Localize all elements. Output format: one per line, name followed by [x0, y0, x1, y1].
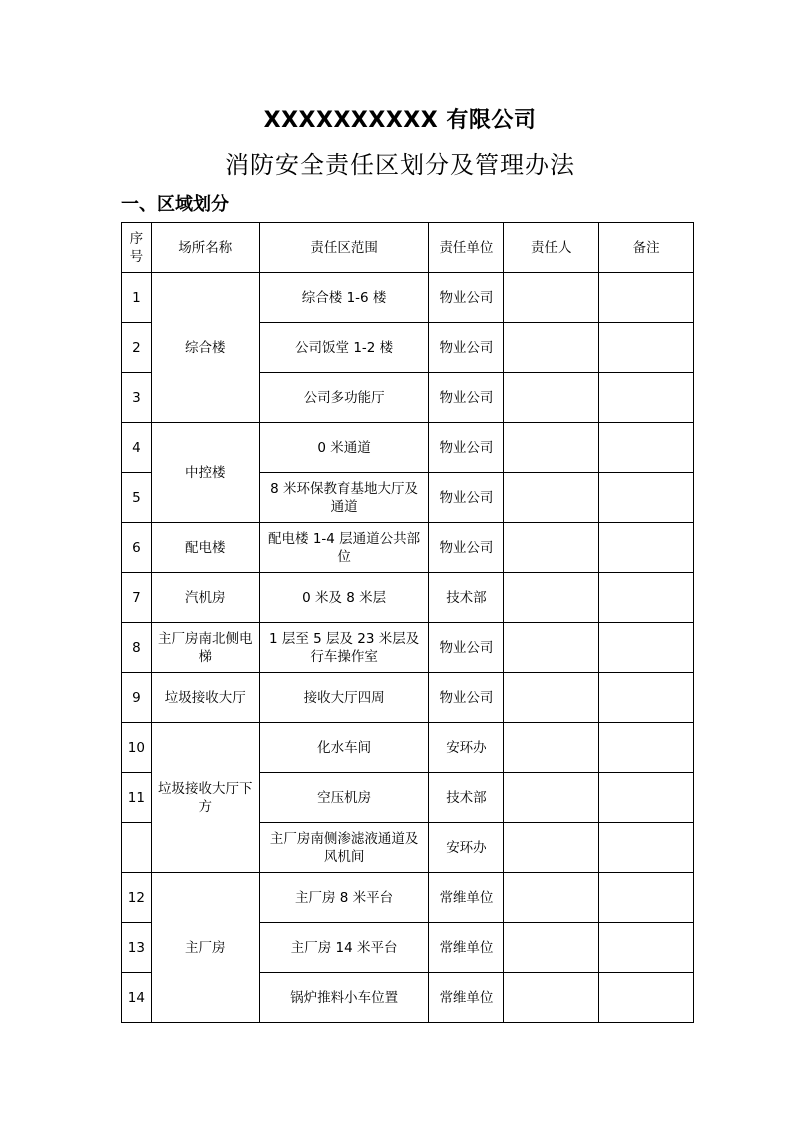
cell-person[interactable]	[504, 623, 599, 673]
table-row	[122, 273, 694, 323]
cell-person[interactable]	[504, 973, 599, 1023]
cell-unit: 物业公司	[429, 623, 504, 673]
cell-place: 垃圾接收大厅下方	[151, 723, 259, 873]
cell-person[interactable]	[504, 773, 599, 823]
cell-note[interactable]	[599, 873, 694, 923]
cell-seq: 3	[122, 373, 152, 423]
table-row	[122, 673, 694, 723]
cell-unit: 常维单位	[429, 873, 504, 923]
table-header-row	[122, 223, 694, 273]
cell-scope: 主厂房南侧渗滤液通道及风机间	[259, 823, 429, 873]
table-row	[122, 523, 694, 573]
cell-unit: 安环办	[429, 723, 504, 773]
header-scope: 责任区范围	[259, 223, 429, 273]
responsibility-table	[121, 222, 694, 1023]
cell-seq: 9	[122, 673, 152, 723]
cell-seq: 12	[122, 873, 152, 923]
company-title: XXXXXXXXXX 有限公司	[263, 108, 537, 133]
cell-seq: 10	[122, 723, 152, 773]
cell-scope: 0 米及 8 米层	[259, 573, 429, 623]
header-person: 责任人	[504, 223, 599, 273]
cell-person[interactable]	[504, 873, 599, 923]
table-row	[122, 573, 694, 623]
cell-note[interactable]	[599, 673, 694, 723]
header-note: 备注	[599, 223, 694, 273]
cell-scope: 主厂房 8 米平台	[259, 873, 429, 923]
cell-place: 中控楼	[151, 423, 259, 523]
section-heading: 一、区域划分	[121, 194, 229, 215]
cell-note[interactable]	[599, 573, 694, 623]
cell-unit: 物业公司	[429, 473, 504, 523]
table-row	[122, 623, 694, 673]
cell-seq: 8	[122, 623, 152, 673]
cell-person[interactable]	[504, 523, 599, 573]
table-row	[122, 723, 694, 773]
cell-unit: 技术部	[429, 573, 504, 623]
cell-seq: 14	[122, 973, 152, 1023]
cell-scope: 公司饭堂 1-2 楼	[259, 323, 429, 373]
cell-scope: 1 层至 5 层及 23 米层及行车操作室	[259, 623, 429, 673]
cell-person[interactable]	[504, 323, 599, 373]
cell-scope: 主厂房 14 米平台	[259, 923, 429, 973]
cell-place: 汽机房	[151, 573, 259, 623]
cell-scope: 8 米环保教育基地大厅及通道	[259, 473, 429, 523]
cell-note[interactable]	[599, 273, 694, 323]
document-title: 消防安全责任区划分及管理办法	[225, 151, 575, 179]
cell-person[interactable]	[504, 423, 599, 473]
cell-scope: 化水车间	[259, 723, 429, 773]
cell-seq: 5	[122, 473, 152, 523]
cell-unit: 物业公司	[429, 273, 504, 323]
cell-person[interactable]	[504, 923, 599, 973]
cell-scope: 锅炉推料小车位置	[259, 973, 429, 1023]
cell-scope: 空压机房	[259, 773, 429, 823]
cell-note[interactable]	[599, 623, 694, 673]
cell-place: 配电楼	[151, 523, 259, 573]
cell-place: 主厂房	[151, 873, 259, 1023]
cell-unit: 常维单位	[429, 973, 504, 1023]
cell-note[interactable]	[599, 923, 694, 973]
cell-unit: 物业公司	[429, 673, 504, 723]
header-place: 场所名称	[151, 223, 259, 273]
cell-unit: 物业公司	[429, 523, 504, 573]
cell-seq: 6	[122, 523, 152, 573]
header-unit: 责任单位	[429, 223, 504, 273]
cell-place: 主厂房南北侧电梯	[151, 623, 259, 673]
cell-seq	[122, 823, 152, 873]
cell-unit: 常维单位	[429, 923, 504, 973]
cell-unit: 安环办	[429, 823, 504, 873]
table-row	[122, 873, 694, 923]
cell-note[interactable]	[599, 473, 694, 523]
header-seq: 序号	[122, 223, 152, 273]
cell-person[interactable]	[504, 373, 599, 423]
cell-seq: 1	[122, 273, 152, 323]
cell-note[interactable]	[599, 723, 694, 773]
cell-place: 综合楼	[151, 273, 259, 423]
cell-scope: 公司多功能厅	[259, 373, 429, 423]
cell-note[interactable]	[599, 773, 694, 823]
cell-scope: 0 米通道	[259, 423, 429, 473]
cell-seq: 13	[122, 923, 152, 973]
cell-scope: 配电楼 1-4 层通道公共部位	[259, 523, 429, 573]
cell-unit: 技术部	[429, 773, 504, 823]
cell-note[interactable]	[599, 823, 694, 873]
cell-note[interactable]	[599, 423, 694, 473]
cell-scope: 接收大厅四周	[259, 673, 429, 723]
cell-person[interactable]	[504, 823, 599, 873]
cell-note[interactable]	[599, 373, 694, 423]
cell-seq: 2	[122, 323, 152, 373]
cell-person[interactable]	[504, 273, 599, 323]
cell-note[interactable]	[599, 323, 694, 373]
cell-person[interactable]	[504, 573, 599, 623]
cell-note[interactable]	[599, 523, 694, 573]
cell-note[interactable]	[599, 973, 694, 1023]
cell-person[interactable]	[504, 473, 599, 523]
cell-seq: 7	[122, 573, 152, 623]
cell-scope: 综合楼 1-6 楼	[259, 273, 429, 323]
cell-unit: 物业公司	[429, 423, 504, 473]
cell-place: 垃圾接收大厅	[151, 673, 259, 723]
cell-unit: 物业公司	[429, 373, 504, 423]
cell-seq: 11	[122, 773, 152, 823]
cell-seq: 4	[122, 423, 152, 473]
cell-person[interactable]	[504, 723, 599, 773]
table-row	[122, 423, 694, 473]
cell-unit: 物业公司	[429, 323, 504, 373]
cell-person[interactable]	[504, 673, 599, 723]
